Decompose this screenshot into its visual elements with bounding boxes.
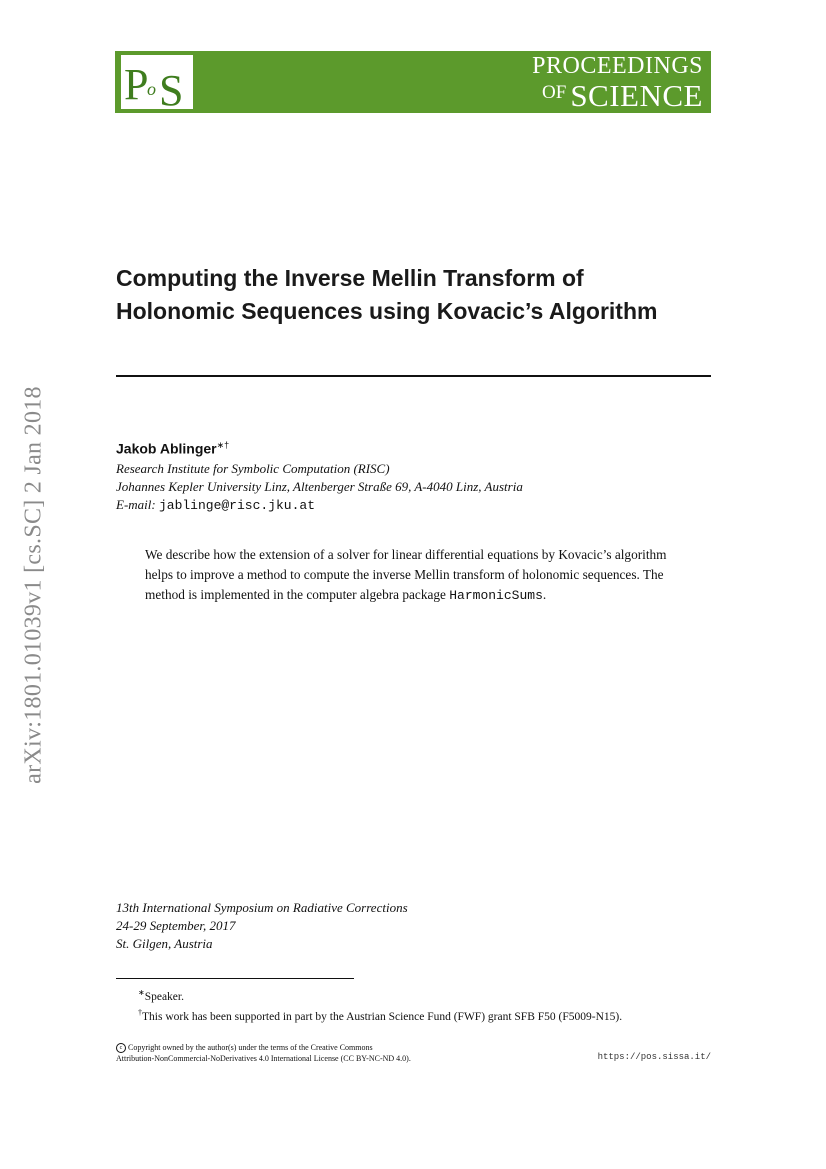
license-line-2: Attribution-NonCommercial-NoDerivatives 4.0 International License (CC BY-NC-ND 4.0).: [116, 1054, 411, 1064]
conference-name: 13th International Symposium on Radiative Corrections: [116, 900, 408, 915]
arxiv-id: arXiv:1801.01039v1 [cs.SC] 2 Jan 2018: [20, 385, 47, 784]
pos-logo-graphic: [121, 55, 193, 109]
svg-text:S: S: [159, 66, 184, 109]
conference-block: [116, 899, 408, 953]
affiliation-1: Research Institute for Symbolic Computation (RISC): [116, 461, 390, 476]
license-text-1: Copyright owned by the author(s) under the terms of the Creative Commons: [128, 1043, 373, 1052]
journal-line-2: SCIENCE: [570, 78, 703, 113]
title-rule: [116, 375, 711, 377]
abstract-end: .: [542, 587, 547, 602]
footnotes: [138, 985, 622, 1025]
license-line-1: [116, 1042, 411, 1053]
footnote-2: [138, 1005, 622, 1025]
journal-name: [532, 54, 703, 111]
title-line-2: Holonomic Sequences using Kovacic’s Algorithm: [116, 298, 658, 324]
author-marks: ∗†: [216, 440, 230, 450]
footnote-2-mark: †: [138, 1007, 142, 1017]
svg-text:P: P: [124, 60, 149, 109]
affiliation-block: [116, 460, 523, 515]
footnote-1-text: Speaker.: [144, 990, 184, 1003]
pos-banner: [115, 51, 711, 113]
author-name-block: [116, 440, 229, 457]
journal-line-1: PROCEEDINGS: [532, 53, 703, 79]
email-label: E-mail:: [116, 497, 156, 512]
footnote-1: [138, 985, 622, 1005]
abstract-package: HarmonicSums: [449, 588, 543, 603]
conference-dates: 24-29 September, 2017: [116, 918, 236, 933]
affiliation-2: Johannes Kepler University Linz, Altenberger Straße 69, A-4040 Linz, Austria: [116, 479, 523, 494]
author-name: Jakob Ablinger: [116, 440, 217, 457]
license-block: [116, 1042, 411, 1064]
email-address[interactable]: jablinge@risc.jku.at: [158, 498, 315, 513]
title-line-1: Computing the Inverse Mellin Transform of: [116, 265, 584, 291]
email-line: [116, 496, 523, 515]
conference-place: St. Gilgen, Austria: [116, 936, 213, 951]
svg-text:o: o: [147, 79, 156, 99]
footnote-2-text: This work has been supported in part by the Austrian Science Fund (FWF) grant SFB F50 (F5009-N15).: [142, 1010, 623, 1023]
arxiv-stamp: [19, 352, 49, 817]
journal-of: OF: [542, 82, 567, 103]
abstract-text: We describe how the extension of a solver for linear differential equations by Kovacic’s algorithm helps to improve a method to compute the inverse Mellin transform of holonomic sequences. The method is implemented in the computer algebra package: [145, 547, 667, 602]
pos-logo: [121, 55, 193, 109]
footnote-rule: [116, 978, 354, 979]
abstract: [145, 545, 690, 606]
copyright-icon: c: [116, 1043, 126, 1053]
footnote-1-mark: ∗: [138, 988, 145, 997]
paper-title: [116, 262, 716, 328]
pos-url[interactable]: https://pos.sissa.it/: [597, 1052, 711, 1062]
